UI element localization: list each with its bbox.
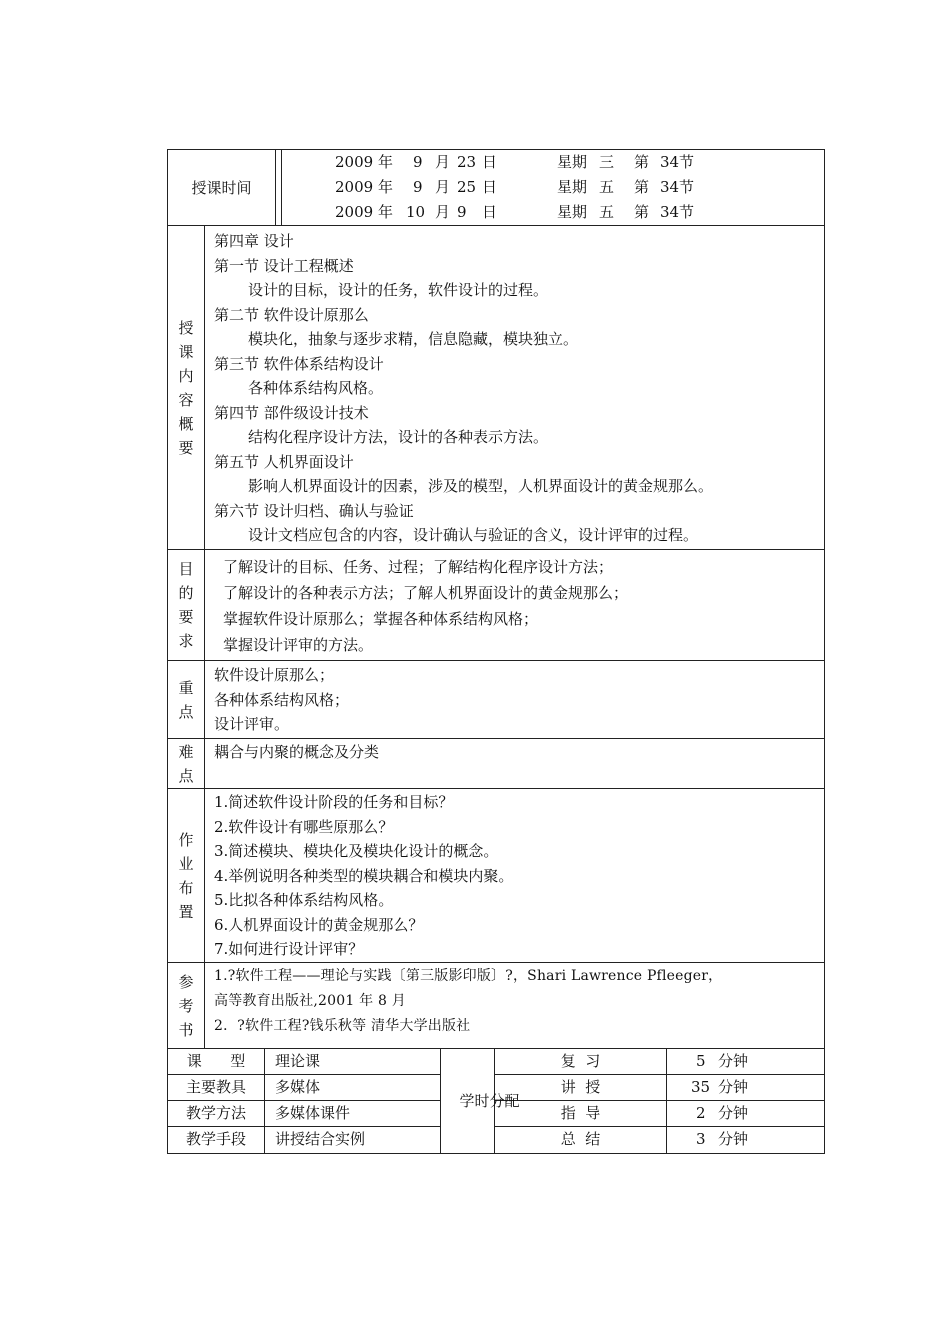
time-label: 授课时间 — [191, 179, 252, 197]
homework-label-cell — [168, 789, 205, 962]
alloc-label-cell — [440, 1048, 520, 1153]
time-period: 34 — [660, 153, 680, 171]
time-period-unit: 节 — [679, 153, 695, 171]
alloc-unit: 分钟 — [718, 1078, 749, 1096]
references-label-cell — [168, 963, 205, 1048]
time-month-unit: 月 — [435, 153, 451, 171]
info-value: 理论课 — [275, 1052, 321, 1070]
homework-label: 作业布置 — [178, 830, 194, 921]
goal-line: 了解设计的各种表示方法；了解人机界面设计的黄金规那么； — [223, 584, 629, 602]
key-points-label-cell — [168, 661, 205, 738]
info-label-cell — [167, 1048, 264, 1074]
time-period: 34 — [660, 203, 680, 221]
time-month: 9 — [413, 153, 423, 171]
alloc-item: 复 习 — [560, 1052, 601, 1070]
goal-line: 掌握设计评审的方法。 — [223, 636, 374, 654]
content-section — [167, 225, 825, 549]
goal-line: 了解设计的目标、任务、过程；了解结构化程序设计方法； — [223, 558, 614, 576]
info-label-cell — [167, 1126, 264, 1153]
time-row — [168, 150, 818, 174]
reference-line: 2．?软件工程?钱乐秋等 清华大学出版社 — [214, 1018, 471, 1034]
info-value-cell — [264, 1074, 440, 1100]
content-line: 第二节 软件设计原那么 — [214, 305, 369, 324]
alloc-unit: 分钟 — [718, 1104, 749, 1122]
info-label: 课 型 — [186, 1052, 246, 1070]
homework-line: 5.比拟各种体系结构风格。 — [214, 891, 394, 909]
homework-section — [167, 788, 825, 962]
references-lines — [214, 964, 722, 1039]
time-day-unit: 日 — [482, 153, 498, 171]
time-weekday: 三 — [599, 153, 615, 171]
alloc-minutes: 3 — [696, 1130, 706, 1148]
goal-line: 掌握软件设计原那么；掌握各种体系结构风格； — [223, 610, 539, 628]
goals-label-cell — [168, 550, 205, 660]
content-line: 设计的目标，设计的任务，软件设计的过程。 — [248, 281, 549, 299]
alloc-minutes-cell — [666, 1100, 824, 1126]
info-value-cell — [264, 1126, 440, 1153]
key-points-label: 重点 — [178, 678, 194, 721]
alloc-item-cell — [494, 1126, 666, 1153]
references-label: 参考书 — [178, 972, 194, 1039]
time-day-unit: 日 — [482, 203, 498, 221]
alloc-label: 学时分配 — [459, 1092, 520, 1110]
time-year: 2009 年 — [335, 178, 393, 196]
content-line: 第三节 软件体系结构设计 — [214, 354, 384, 373]
difficulties-label-cell — [168, 739, 205, 788]
time-month: 10 — [406, 203, 426, 221]
info-value: 讲授结合实例 — [275, 1130, 366, 1148]
time-week-label: 星期 — [557, 178, 588, 196]
references-section — [167, 962, 825, 1048]
homework-line: 2.软件设计有哪些原那么？ — [214, 817, 394, 836]
homework-line: 7.如何进行设计评审？ — [214, 940, 364, 958]
alloc-minutes-cell — [666, 1126, 824, 1153]
content-line: 各种体系结构风格。 — [248, 379, 384, 397]
difficulties-lines — [214, 740, 379, 765]
content-lines — [214, 229, 713, 548]
info-grid — [167, 1048, 825, 1154]
content-line: 第五节 人机界面设计 — [214, 452, 354, 471]
reference-line: 高等教育出版社,2001 年 8 月 — [214, 993, 406, 1009]
time-period: 34 — [660, 178, 680, 196]
time-month: 9 — [413, 178, 423, 196]
info-label-cell — [167, 1074, 264, 1100]
alloc-minutes-cell — [666, 1074, 824, 1100]
alloc-item: 指 导 — [560, 1104, 601, 1122]
info-value-cell — [264, 1100, 440, 1126]
time-month-unit: 月 — [435, 203, 451, 221]
key-points-section — [167, 660, 825, 738]
lesson-plan-table — [167, 149, 825, 1154]
time-row — [168, 200, 818, 224]
homework-line: 1.简述软件设计阶段的任务和目标？ — [214, 793, 454, 811]
alloc-minutes-cell — [666, 1048, 824, 1074]
difficulties-section — [167, 738, 825, 788]
homework-line: 3.简述模块、模块化及模块化设计的概念。 — [214, 842, 499, 860]
info-value: 多媒体课件 — [275, 1104, 351, 1122]
key-point-line: 软件设计原那么； — [214, 666, 335, 684]
time-year: 2009 年 — [335, 203, 393, 221]
difficulties-label: 难点 — [178, 742, 194, 785]
time-row — [168, 175, 818, 199]
difficulty-line: 耦合与内聚的概念及分类 — [214, 743, 380, 761]
alloc-minutes: 2 — [696, 1104, 706, 1122]
content-line: 第四节 部件级设计技术 — [214, 403, 369, 422]
key-points-lines — [214, 663, 349, 737]
info-value-cell — [264, 1048, 440, 1074]
alloc-minutes: 5 — [696, 1052, 706, 1070]
time-month-unit: 月 — [435, 178, 451, 196]
content-label: 授课内容概要 — [178, 318, 194, 457]
goals-section — [167, 549, 825, 660]
alloc-item: 总 结 — [560, 1130, 601, 1148]
time-day: 25 — [457, 178, 477, 196]
content-line: 第一节 设计工程概述 — [214, 256, 354, 275]
time-period-prefix: 第 — [634, 153, 650, 171]
time-period-prefix: 第 — [634, 203, 650, 221]
time-day: 23 — [457, 153, 477, 171]
content-line: 设计文档应包含的内容，设计确认与验证的含义，设计评审的过程。 — [248, 526, 699, 544]
alloc-item-cell — [494, 1074, 666, 1100]
info-label: 主要教具 — [185, 1078, 246, 1096]
time-day-unit: 日 — [482, 178, 498, 196]
alloc-item: 讲 授 — [560, 1078, 601, 1096]
homework-line: 4.举例说明各种类型的模块耦合和模块内聚。 — [214, 866, 514, 885]
alloc-item-cell — [494, 1100, 666, 1126]
time-weekday: 五 — [599, 203, 615, 221]
info-label: 教学方法 — [185, 1104, 246, 1122]
content-line: 第六节 设计归档、确认与验证 — [214, 501, 414, 520]
info-value: 多媒体 — [275, 1078, 321, 1096]
time-period-unit: 节 — [679, 178, 695, 196]
content-line: 模块化，抽象与逐步求精，信息隐藏，模块独立。 — [248, 330, 579, 348]
time-day: 9 — [457, 203, 467, 221]
homework-lines — [214, 790, 513, 962]
reference-line: 1.?软件工程——理论与实践〔第三版影印版〕?，Shari Lawrence Pfleeger， — [214, 968, 723, 984]
time-year: 2009 年 — [335, 153, 393, 171]
alloc-minutes: 35 — [691, 1078, 711, 1096]
goals-lines — [223, 554, 628, 658]
time-period-unit: 节 — [679, 203, 695, 221]
content-line: 影响人机界面设计的因素，涉及的模型，人机界面设计的黄金规那么。 — [248, 477, 714, 495]
time-week-label: 星期 — [557, 153, 588, 171]
homework-line: 6.人机界面设计的黄金规那么？ — [214, 915, 424, 934]
time-period-prefix: 第 — [634, 178, 650, 196]
alloc-unit: 分钟 — [718, 1052, 749, 1070]
time-week-label: 星期 — [557, 203, 588, 221]
time-section — [167, 149, 825, 225]
content-line: 结构化程序设计方法，设计的各种表示方法。 — [248, 428, 549, 446]
content-label-cell — [168, 226, 205, 549]
content-line: 第四章 设计 — [214, 232, 294, 250]
info-label: 教学手段 — [185, 1130, 246, 1148]
key-point-line: 各种体系结构风格； — [214, 690, 350, 709]
info-label-cell — [167, 1100, 264, 1126]
alloc-unit: 分钟 — [718, 1130, 749, 1148]
key-point-line: 设计评审。 — [214, 715, 290, 733]
time-weekday: 五 — [599, 178, 615, 196]
goals-label: 目的要求 — [178, 560, 194, 650]
alloc-item-cell — [494, 1048, 666, 1074]
